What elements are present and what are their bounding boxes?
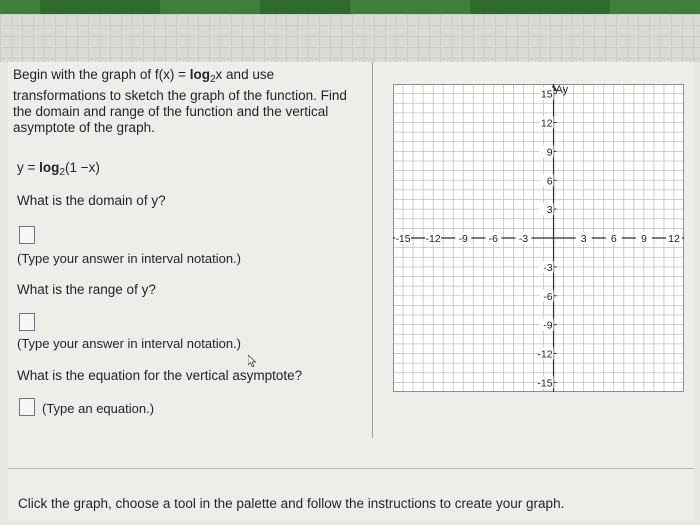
x-tick-label: 9 [640,233,647,245]
status-divider [8,468,694,469]
top-banner [0,0,700,14]
x-tick-label: -9 [458,233,468,245]
coordinate-grid[interactable] [393,84,684,392]
question-line-4: asymptote of the graph. [13,120,155,135]
graph-area[interactable] [393,84,684,392]
header-grid-background [0,14,700,62]
x-tick-label: -12 [425,233,441,245]
x-tick-label: -6 [488,233,499,245]
range-answer-box[interactable] [19,313,35,331]
asymptote-prompt: What is the equation for the vertical asymptote? [17,368,303,383]
range-prompt: What is the range of y? [17,282,156,297]
x-tick-label: 6 [610,233,617,245]
domain-answer-box[interactable] [19,226,35,244]
y-tick-label: -6 [543,290,553,303]
y-tick-label: -3 [543,261,553,274]
panel-divider [372,62,373,438]
x-tick-label: -3 [518,233,529,245]
y-tick-label: 6 [546,175,553,188]
question-line-1: Begin with the graph of $f(x) = \log_2x$ and use [13,67,275,85]
question-text [13,67,368,136]
domain-hint: (Type your answer in interval notation.) [17,251,241,266]
function-equation: $y = \log_2(1 -x)$ [17,160,100,178]
mouse-pointer-icon [248,355,256,367]
question-line-2: transformations to sketch the graph of the function. Find [13,88,347,103]
status-message: Click the graph, choose a tool in the palette and follow the instructions to create your graph. [18,496,565,511]
y-tick-label: 9 [546,146,553,159]
x-tick-label: 12 [668,233,680,245]
domain-prompt: What is the domain of y? [17,193,166,208]
y-tick-label: 3 [546,204,553,217]
x-tick-label: -15 [395,233,411,245]
asymptote-answer-box[interactable] [19,398,35,416]
y-axis-label: Ay [555,84,569,96]
range-hint: (Type your answer in interval notation.) [17,336,241,351]
asymptote-hint: (Type an equation.) [42,401,155,416]
question-line-3: the domain and range of the function and the vertical [13,104,329,119]
y-tick-label: 12 [540,117,553,130]
y-tick-label: -9 [543,319,553,332]
y-tick-label: -12 [537,348,553,361]
y-tick-label: -15 [537,377,553,390]
y-tick-label: 15 [540,88,553,101]
x-tick-label: 3 [580,233,587,245]
